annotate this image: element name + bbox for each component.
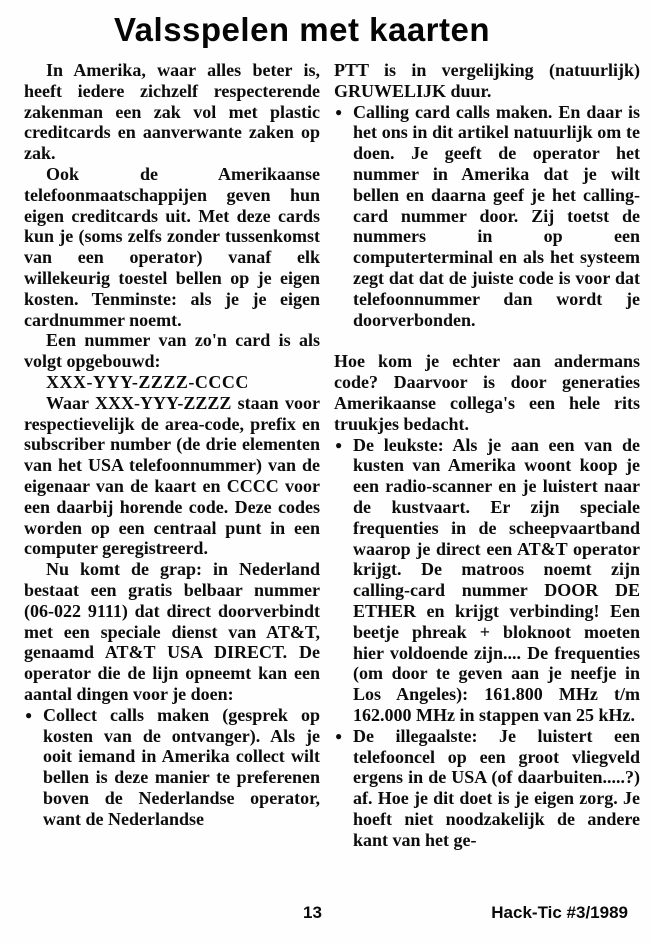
bullet-item bbox=[334, 726, 640, 851]
bullet-icon: ● bbox=[335, 104, 343, 119]
article-body bbox=[0, 49, 652, 850]
paragraph: Hoe kom je echter aan andermans code? Daarvoor is door generaties Amerikaanse collega's een hele rits truukjes bedacht. bbox=[334, 351, 640, 434]
page-title: Valsspelen met kaarten bbox=[113, 11, 491, 48]
issue-label: Hack-Tic #3/1989 bbox=[491, 903, 628, 922]
bullet-text: De leukste: Als je aan een van de kusten van Amerika woont koop je een radio-scanner en je luistert naar de kustvaart. Er zijn speciale frequenties in de scheepvaartband waarop je direct een AT&T operator krijgt. De matroos noemt zijn calling-card nummer DOOR DE ETHER en krijgt verbinding! Een beetje phreak + bloknoot moeten hier voldoende zijn.... De frequenties (om door te geven aan je neefje in Los Angeles): 161.800 MHz t/m 162.000 MHz in stappen van 25 kHz. bbox=[353, 434, 640, 725]
paragraph: Een nummer van zo'n card is als volgt opgebouwd: bbox=[24, 330, 320, 372]
bullet-text: De illegaalste: Je luistert een telefooncel op een groot vliegveld ergens in de USA (of daarbuiten.....?) af. Hoe je dit doet is je eigen zorg. Je hoeft niet noodzakelijk de andere kant van het ge- bbox=[353, 725, 640, 850]
paragraph: XXX-YYY-ZZZZ-CCCC bbox=[46, 371, 249, 392]
bullet-item bbox=[334, 102, 640, 331]
left-column bbox=[24, 60, 320, 850]
bullet-item bbox=[24, 705, 320, 830]
bullet-icon: ● bbox=[335, 728, 343, 743]
bullet-icon: ● bbox=[335, 437, 343, 452]
paragraph: Waar XXX-YYY-ZZZZ staan voor respectievelijk de area-code, prefix en subscriber number (de drie elementen van het USA telefoonnummer) van de eigenaar van de kaart en CCCC voor een daarbij horende code. Deze codes worden op een centraal punt in een computer geregistreerd. bbox=[24, 392, 320, 559]
bullet-text: Collect calls maken (gesprek op kosten van de ontvanger). Als je ooit iemand in Amerika collect wilt bellen is deze manier te preferenen boven de Nederlandse operator, want de Nederlandse bbox=[43, 704, 320, 829]
paragraph: Ook de Amerikaanse telefoonmaatschappijen geven hun eigen creditcards uit. Met deze cards kun je (soms zelfs zonder tussenkomst van een operator) vanaf elk willekeurig toestel bellen op je eigen kosten. Tenminste: als je je eigen cardnummer noemt. bbox=[24, 163, 320, 330]
paragraph: Nu komt de grap: in Nederland bestaat een gratis belbaar nummer (06-022 9111) dat direct doorverbindt met een speciale dienst van AT&T, genaamd AT&T USA DIRECT. De operator die de lijn opneemt kan een aantal dingen voor je doen: bbox=[24, 559, 320, 704]
bullet-icon: ● bbox=[25, 707, 33, 722]
right-column bbox=[334, 60, 640, 850]
bullet-item bbox=[334, 435, 640, 726]
bullet-text: Calling card calls maken. En daar is het ons in dit artikel natuurlijk om te doen. Je geeft de operator het nummer in Amerika dat je wilt bellen en daarna geef je het calling-card nummer door. Zij toetst de nummers in op een computerterminal en als het systeem zegt dat dat de juiste code is voor dat telefoonnummer dan wordt je doorverbonden. bbox=[353, 101, 640, 330]
page-number: 13 bbox=[303, 903, 322, 922]
paragraph: In Amerika, waar alles beter is, heeft iedere zichzelf respecterende zakenman een zak vol met plastic creditcards en aanverwante zaken op zak. bbox=[24, 60, 320, 164]
page-footer bbox=[0, 903, 652, 927]
paragraph: PTT is in vergelijking (natuurlijk) GRUWELIJK duur. bbox=[334, 60, 640, 101]
